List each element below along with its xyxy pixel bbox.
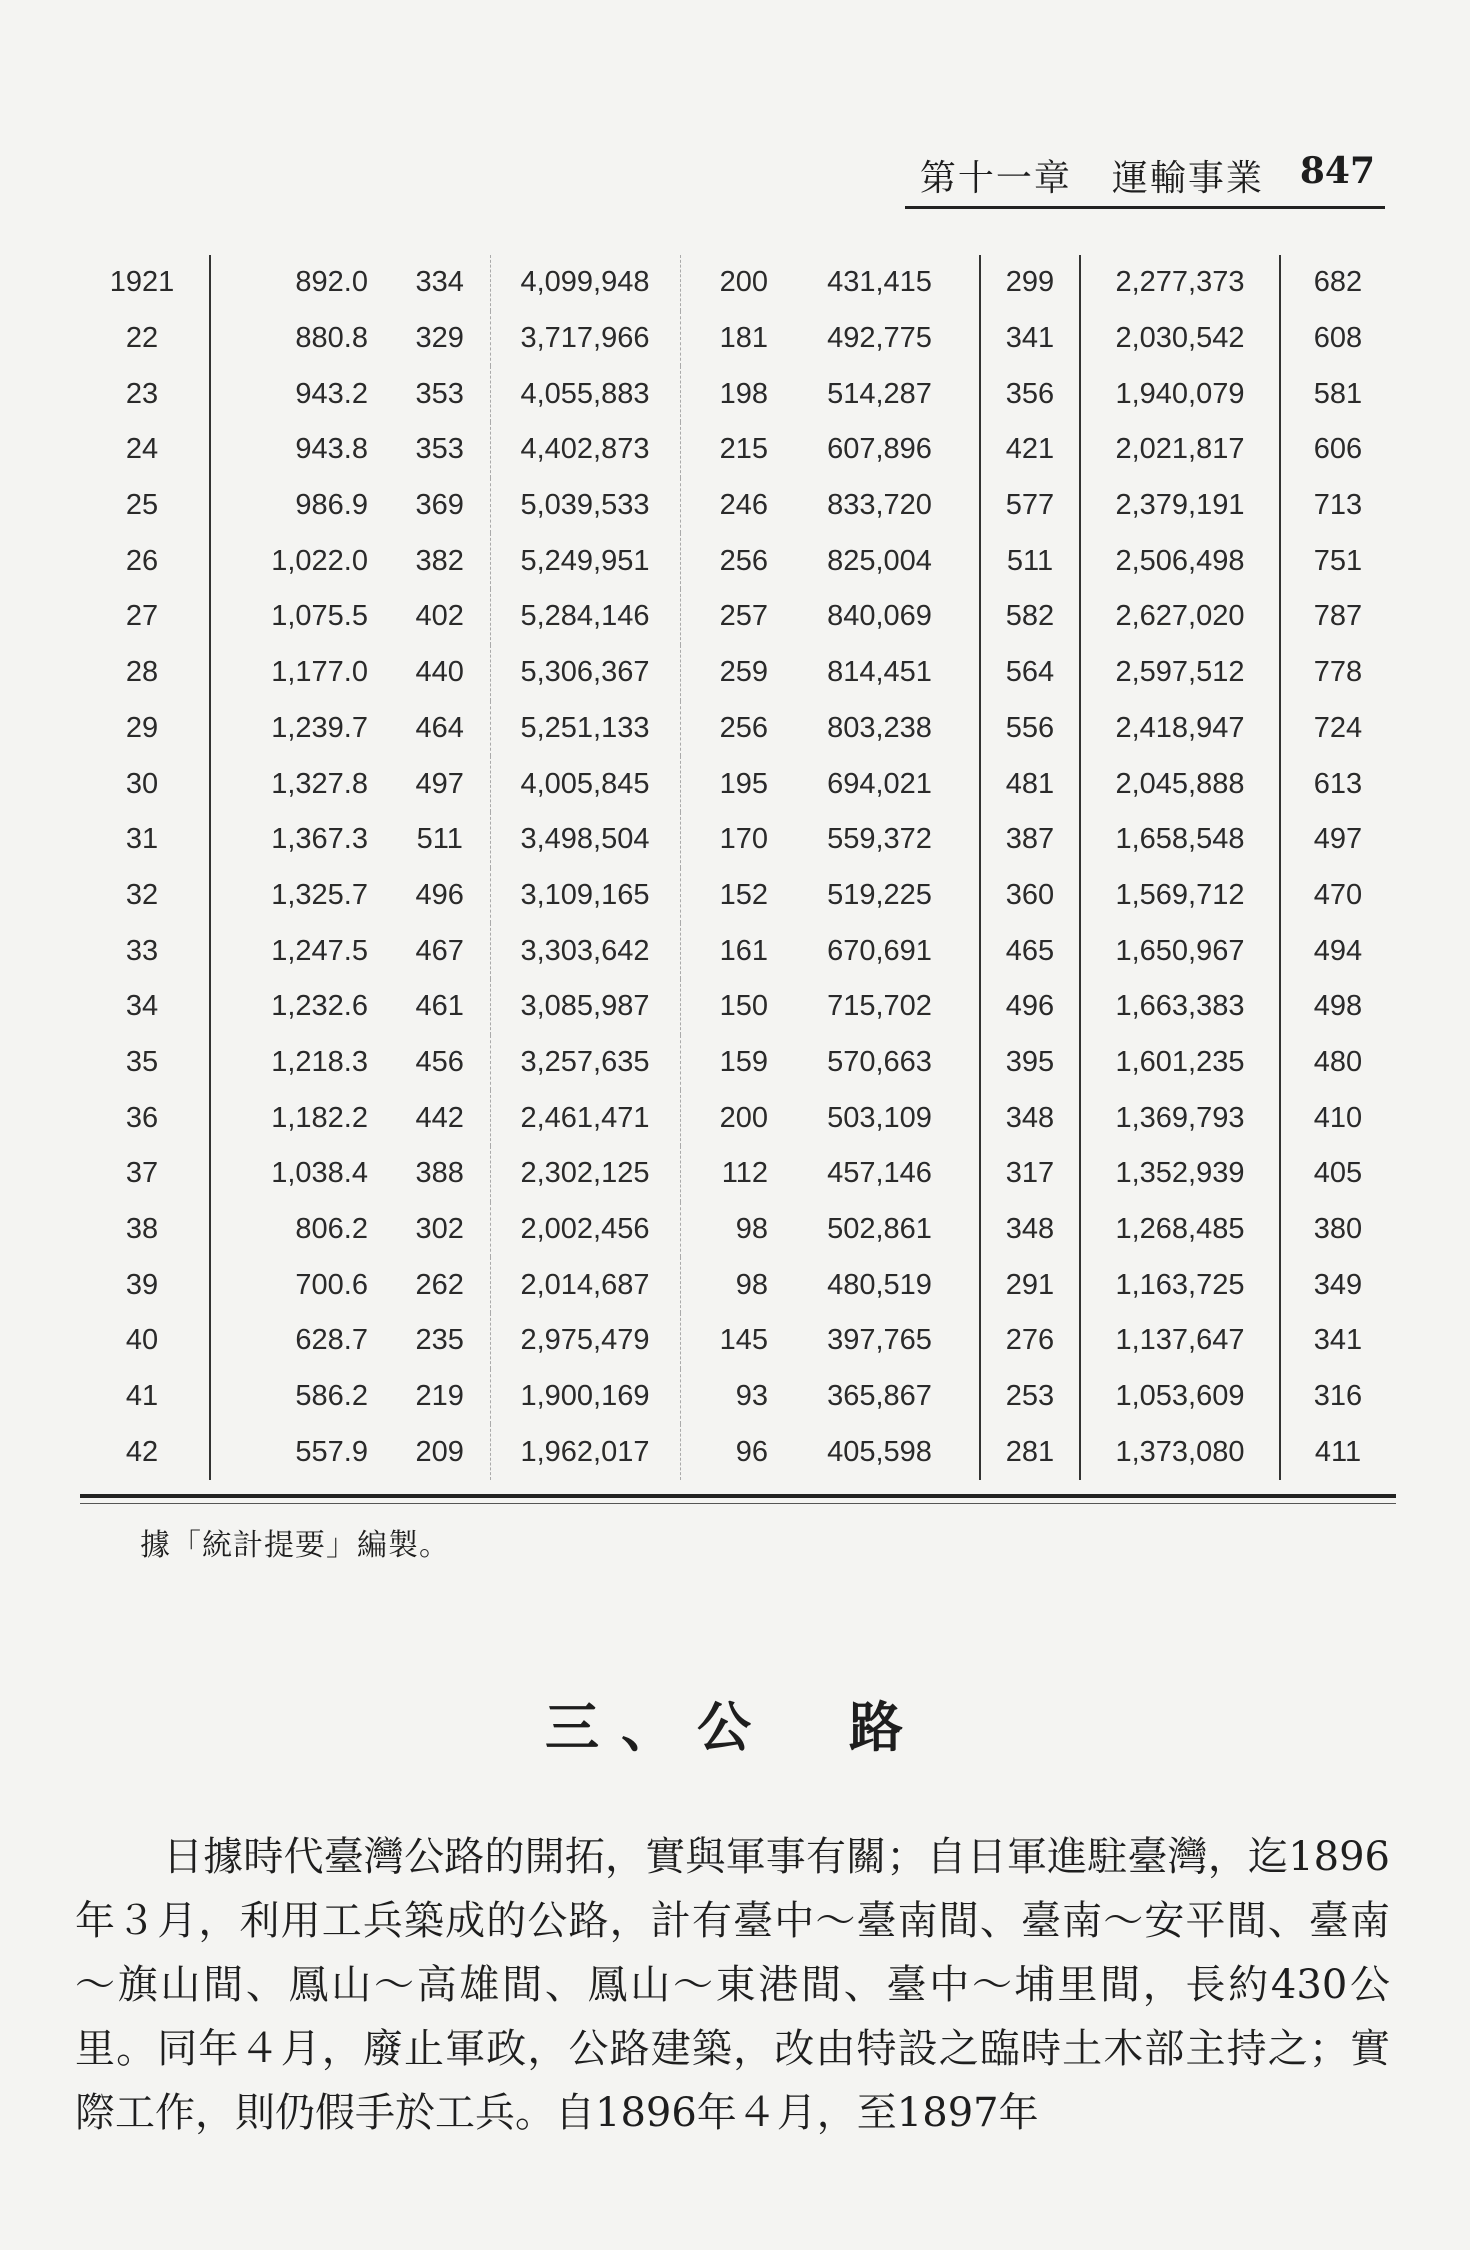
table-row xyxy=(75,756,1395,812)
value-cell: 3,717,966 xyxy=(490,311,680,367)
value-cell: 170 xyxy=(719,823,768,856)
value-cell: 986.9 xyxy=(295,489,368,522)
value-cell: 5,249,951 xyxy=(490,533,680,589)
value-cell: 317 xyxy=(980,1146,1080,1202)
value-cell: 181 xyxy=(719,322,768,355)
value-cell: 5,251,133 xyxy=(490,701,680,757)
table-row xyxy=(75,1090,1395,1146)
value-cell: 1,601,235 xyxy=(1080,1035,1280,1091)
value-cell: 1,239.7 xyxy=(271,711,368,744)
value-cell: 570,663 xyxy=(780,1035,980,1091)
year-cell: 29 xyxy=(75,701,210,757)
year-cell: 40 xyxy=(75,1313,210,1369)
value-cell: 209 xyxy=(390,1424,490,1480)
table-row xyxy=(75,533,1395,589)
value-cell: 411 xyxy=(1314,1435,1362,1468)
value-cell: 498 xyxy=(1313,990,1363,1023)
value-cell: 256 xyxy=(719,711,768,744)
value-cell: 349 xyxy=(1313,1268,1363,1301)
value-cell: 833,720 xyxy=(780,478,980,534)
value-cell: 2,379,191 xyxy=(1080,478,1280,534)
value-cell: 457,146 xyxy=(780,1146,980,1202)
value-cell: 5,039,533 xyxy=(490,478,680,534)
value-cell: 341 xyxy=(1313,1324,1363,1357)
value-cell: 497 xyxy=(1313,823,1363,856)
value-cell: 145 xyxy=(719,1324,768,1357)
value-cell: 380 xyxy=(1313,1213,1363,1246)
statistics-table-container xyxy=(75,255,1395,1480)
year-cell: 31 xyxy=(75,812,210,868)
value-cell: 257 xyxy=(719,600,768,633)
value-cell: 713 xyxy=(1313,489,1363,522)
value-cell: 464 xyxy=(390,701,490,757)
value-cell: 492,775 xyxy=(780,311,980,367)
chapter-label: 第十一章 xyxy=(919,158,1072,199)
value-cell: 1,075.5 xyxy=(271,600,368,633)
value-cell: 1,325.7 xyxy=(271,878,368,911)
value-cell: 395 xyxy=(980,1035,1080,1091)
year-cell: 36 xyxy=(75,1090,210,1146)
value-cell: 96 xyxy=(735,1435,768,1468)
value-cell: 1,658,548 xyxy=(1080,812,1280,868)
value-cell: 440 xyxy=(390,645,490,701)
value-cell: 259 xyxy=(719,656,768,689)
value-cell: 1,163,725 xyxy=(1080,1257,1280,1313)
value-cell: 1,367.3 xyxy=(271,823,368,856)
section-title: 三、公 路 xyxy=(545,1695,925,1759)
value-cell: 387 xyxy=(980,812,1080,868)
page-number: 847 xyxy=(1299,150,1375,192)
value-cell: 465 xyxy=(980,923,1080,979)
value-cell: 442 xyxy=(390,1090,490,1146)
value-cell: 2,627,020 xyxy=(1080,589,1280,645)
value-cell: 235 xyxy=(390,1313,490,1369)
table-row xyxy=(75,1035,1395,1091)
value-cell: 5,306,367 xyxy=(490,645,680,701)
value-cell: 577 xyxy=(980,478,1080,534)
value-cell: 4,005,845 xyxy=(490,756,680,812)
table-row xyxy=(75,255,1395,311)
table-row xyxy=(75,422,1395,478)
table-row xyxy=(75,1424,1395,1480)
table-row xyxy=(75,478,1395,534)
value-cell: 281 xyxy=(980,1424,1080,1480)
value-cell: 2,597,512 xyxy=(1080,645,1280,701)
body-text xyxy=(75,1825,1390,2145)
value-cell: 348 xyxy=(980,1090,1080,1146)
value-cell: 480,519 xyxy=(780,1257,980,1313)
value-cell: 586.2 xyxy=(295,1380,368,1413)
value-cell: 341 xyxy=(980,311,1080,367)
value-cell: 421 xyxy=(980,422,1080,478)
value-cell: 159 xyxy=(719,1045,768,1078)
value-cell: 388 xyxy=(390,1146,490,1202)
table-row xyxy=(75,589,1395,645)
year-cell: 37 xyxy=(75,1146,210,1202)
table-row xyxy=(75,1369,1395,1425)
value-cell: 1,182.2 xyxy=(271,1101,368,1134)
value-cell: 5,284,146 xyxy=(490,589,680,645)
value-cell: 1,373,080 xyxy=(1080,1424,1280,1480)
value-cell: 481 xyxy=(980,756,1080,812)
year-cell: 25 xyxy=(75,478,210,534)
value-cell: 299 xyxy=(980,255,1080,311)
value-cell: 3,257,635 xyxy=(490,1035,680,1091)
table-row xyxy=(75,868,1395,924)
value-cell: 613 xyxy=(1313,767,1363,800)
value-cell: 511 xyxy=(980,533,1080,589)
year-cell: 23 xyxy=(75,366,210,422)
value-cell: 880.8 xyxy=(295,322,368,355)
table-body xyxy=(75,255,1395,1480)
value-cell: 564 xyxy=(980,645,1080,701)
value-cell: 497 xyxy=(390,756,490,812)
year-cell: 24 xyxy=(75,422,210,478)
value-cell: 514,287 xyxy=(780,366,980,422)
year-cell: 35 xyxy=(75,1035,210,1091)
value-cell: 262 xyxy=(390,1257,490,1313)
value-cell: 360 xyxy=(980,868,1080,924)
year-cell: 30 xyxy=(75,756,210,812)
statistics-table xyxy=(75,255,1395,1480)
table-row xyxy=(75,1146,1395,1202)
value-cell: 1,232.6 xyxy=(271,990,368,1023)
value-cell: 329 xyxy=(390,311,490,367)
value-cell: 98 xyxy=(735,1213,768,1246)
value-cell: 496 xyxy=(390,868,490,924)
value-cell: 2,506,498 xyxy=(1080,533,1280,589)
value-cell: 405,598 xyxy=(780,1424,980,1480)
table-row xyxy=(75,645,1395,701)
value-cell: 751 xyxy=(1313,544,1363,577)
value-cell: 2,021,817 xyxy=(1080,422,1280,478)
paragraph: 日據時代臺灣公路的開拓，實與軍事有關；自日軍進駐臺灣，迄1896年３月，利用工兵築成的公路，計有臺中～臺南間、臺南～安平間、臺南～旗山間、鳳山～高雄間、鳳山～東港間、臺中～埔里間，長約430公里。同年４月，廢止軍政，公路建築，改由特設之臨時土木部主持之；實際工作，則仍假手於工兵。自1896年４月，至1897年 xyxy=(75,1834,1390,2136)
value-cell: 456 xyxy=(390,1035,490,1091)
table-row xyxy=(75,1257,1395,1313)
chapter-subject: 運輸事業 xyxy=(1111,158,1264,199)
year-cell: 33 xyxy=(75,923,210,979)
value-cell: 291 xyxy=(980,1257,1080,1313)
value-cell: 1,569,712 xyxy=(1080,868,1280,924)
value-cell: 825,004 xyxy=(780,533,980,589)
value-cell: 3,109,165 xyxy=(490,868,680,924)
value-cell: 1,022.0 xyxy=(271,544,368,577)
value-cell: 494 xyxy=(1313,934,1363,967)
value-cell: 467 xyxy=(390,923,490,979)
value-cell: 1,247.5 xyxy=(271,934,368,967)
value-cell: 1,663,383 xyxy=(1080,979,1280,1035)
value-cell: 397,765 xyxy=(780,1313,980,1369)
value-cell: 840,069 xyxy=(780,589,980,645)
table-row xyxy=(75,311,1395,367)
value-cell: 4,402,873 xyxy=(490,422,680,478)
value-cell: 694,021 xyxy=(780,756,980,812)
year-cell: 34 xyxy=(75,979,210,1035)
value-cell: 1,962,017 xyxy=(490,1424,680,1480)
table-row xyxy=(75,812,1395,868)
value-cell: 1,137,647 xyxy=(1080,1313,1280,1369)
value-cell: 892.0 xyxy=(295,266,368,299)
value-cell: 606 xyxy=(1313,433,1363,466)
value-cell: 200 xyxy=(719,266,768,299)
year-cell: 39 xyxy=(75,1257,210,1313)
value-cell: 356 xyxy=(980,366,1080,422)
value-cell: 700.6 xyxy=(295,1268,368,1301)
year-cell: 42 xyxy=(75,1424,210,1480)
value-cell: 1,352,939 xyxy=(1080,1146,1280,1202)
value-cell: 3,303,642 xyxy=(490,923,680,979)
value-cell: 200 xyxy=(719,1101,768,1134)
value-cell: 256 xyxy=(719,544,768,577)
value-cell: 353 xyxy=(390,366,490,422)
value-cell: 1,038.4 xyxy=(271,1157,368,1190)
value-cell: 1,177.0 xyxy=(271,656,368,689)
value-cell: 1,369,793 xyxy=(1080,1090,1280,1146)
value-cell: 1,327.8 xyxy=(271,767,368,800)
table-row xyxy=(75,366,1395,422)
value-cell: 503,109 xyxy=(780,1090,980,1146)
value-cell: 502,861 xyxy=(780,1202,980,1258)
value-cell: 581 xyxy=(1313,377,1363,410)
source-note: 據「統計提要」編製。 xyxy=(140,1528,450,1563)
value-cell: 365,867 xyxy=(780,1369,980,1425)
table-row xyxy=(75,1202,1395,1258)
value-cell: 628.7 xyxy=(295,1324,368,1357)
value-cell: 943.2 xyxy=(295,377,368,410)
value-cell: 195 xyxy=(719,767,768,800)
value-cell: 3,085,987 xyxy=(490,979,680,1035)
value-cell: 405 xyxy=(1313,1157,1363,1190)
value-cell: 334 xyxy=(390,255,490,311)
value-cell: 198 xyxy=(719,377,768,410)
value-cell: 670,691 xyxy=(780,923,980,979)
table-row xyxy=(75,701,1395,757)
value-cell: 402 xyxy=(390,589,490,645)
value-cell: 3,498,504 xyxy=(490,812,680,868)
year-cell: 38 xyxy=(75,1202,210,1258)
value-cell: 276 xyxy=(980,1313,1080,1369)
value-cell: 1,900,169 xyxy=(490,1369,680,1425)
value-cell: 1,940,079 xyxy=(1080,366,1280,422)
value-cell: 814,451 xyxy=(780,645,980,701)
value-cell: 410 xyxy=(1313,1101,1363,1134)
value-cell: 93 xyxy=(735,1380,768,1413)
value-cell: 511 xyxy=(390,812,490,868)
running-header xyxy=(905,150,1385,209)
value-cell: 2,045,888 xyxy=(1080,756,1280,812)
value-cell: 348 xyxy=(980,1202,1080,1258)
value-cell: 582 xyxy=(980,589,1080,645)
value-cell: 2,277,373 xyxy=(1080,255,1280,311)
table-row xyxy=(75,923,1395,979)
value-cell: 519,225 xyxy=(780,868,980,924)
value-cell: 353 xyxy=(390,422,490,478)
value-cell: 382 xyxy=(390,533,490,589)
value-cell: 470 xyxy=(1313,878,1363,911)
value-cell: 556 xyxy=(980,701,1080,757)
value-cell: 253 xyxy=(980,1369,1080,1425)
value-cell: 1,218.3 xyxy=(271,1045,368,1078)
value-cell: 431,415 xyxy=(780,255,980,311)
value-cell: 778 xyxy=(1313,656,1363,689)
year-cell: 1921 xyxy=(75,255,210,311)
table-bottom-rule-thin xyxy=(80,1503,1396,1504)
value-cell: 4,055,883 xyxy=(490,366,680,422)
value-cell: 150 xyxy=(719,990,768,1023)
year-cell: 41 xyxy=(75,1369,210,1425)
year-cell: 26 xyxy=(75,533,210,589)
table-bottom-rule xyxy=(80,1494,1396,1498)
value-cell: 215 xyxy=(719,433,768,466)
value-cell: 806.2 xyxy=(295,1213,368,1246)
value-cell: 369 xyxy=(390,478,490,534)
value-cell: 219 xyxy=(390,1369,490,1425)
value-cell: 2,030,542 xyxy=(1080,311,1280,367)
value-cell: 715,702 xyxy=(780,979,980,1035)
value-cell: 2,418,947 xyxy=(1080,701,1280,757)
value-cell: 607,896 xyxy=(780,422,980,478)
value-cell: 2,014,687 xyxy=(490,1257,680,1313)
value-cell: 682 xyxy=(1313,266,1363,299)
table-row xyxy=(75,1313,1395,1369)
value-cell: 302 xyxy=(390,1202,490,1258)
value-cell: 316 xyxy=(1313,1380,1363,1413)
year-cell: 22 xyxy=(75,311,210,367)
value-cell: 943.8 xyxy=(295,433,368,466)
value-cell: 2,302,125 xyxy=(490,1146,680,1202)
year-cell: 27 xyxy=(75,589,210,645)
value-cell: 112 xyxy=(721,1157,768,1190)
table-row xyxy=(75,979,1395,1035)
value-cell: 496 xyxy=(980,979,1080,1035)
value-cell: 2,002,456 xyxy=(490,1202,680,1258)
year-cell: 28 xyxy=(75,645,210,701)
value-cell: 608 xyxy=(1313,322,1363,355)
value-cell: 559,372 xyxy=(780,812,980,868)
value-cell: 787 xyxy=(1313,600,1363,633)
year-cell: 32 xyxy=(75,868,210,924)
value-cell: 724 xyxy=(1313,711,1363,744)
value-cell: 480 xyxy=(1313,1045,1363,1078)
value-cell: 98 xyxy=(735,1268,768,1301)
value-cell: 2,975,479 xyxy=(490,1313,680,1369)
value-cell: 246 xyxy=(719,489,768,522)
value-cell: 803,238 xyxy=(780,701,980,757)
value-cell: 152 xyxy=(719,878,768,911)
value-cell: 161 xyxy=(719,934,768,967)
value-cell: 557.9 xyxy=(295,1435,368,1468)
value-cell: 1,650,967 xyxy=(1080,923,1280,979)
value-cell: 4,099,948 xyxy=(490,255,680,311)
value-cell: 2,461,471 xyxy=(490,1090,680,1146)
value-cell: 1,053,609 xyxy=(1080,1369,1280,1425)
value-cell: 461 xyxy=(390,979,490,1035)
value-cell: 1,268,485 xyxy=(1080,1202,1280,1258)
